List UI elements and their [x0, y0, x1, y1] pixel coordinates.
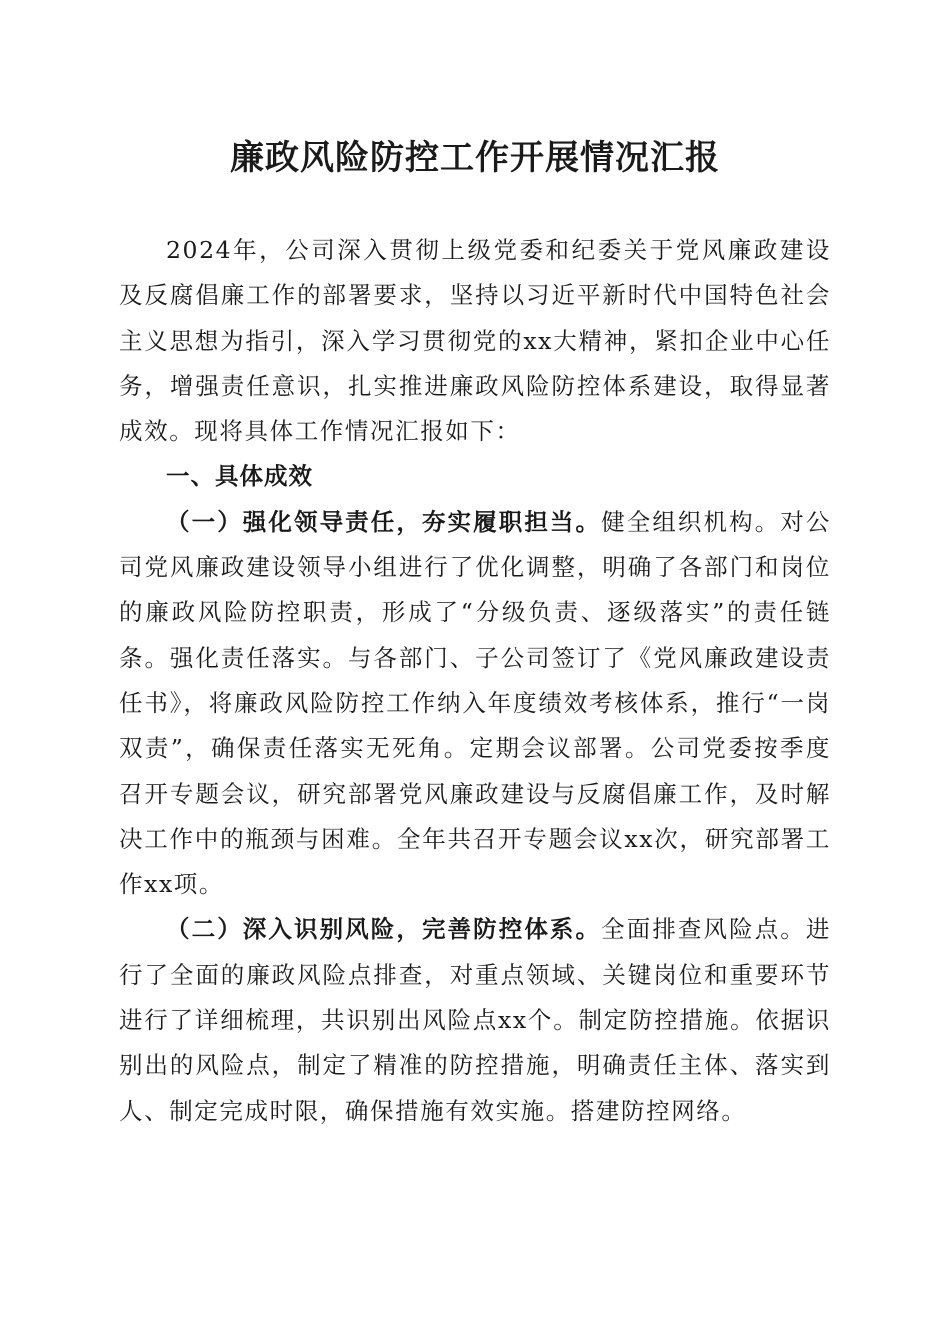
subsection-1-paragraph — [119, 500, 831, 908]
subsection-2-text: 全面排查风险点。进行了全面的廉政风险点排查，对重点领域、关键岗位和重要环节进行了详细梳理，共识别出风险点xx个。制定防控措施。依据识别出的风险点，制定了精准的防控措施，明确责任主体、落实到人、制定完成时限，确保措施有效实施。搭建防控网络。 — [119, 915, 831, 1125]
subsection-2-lead: （二）深入识别风险，完善防控体系。 — [166, 915, 602, 944]
section-heading-1: 一、具体成效 — [166, 462, 313, 491]
subsection-2-paragraph — [119, 907, 831, 1133]
document-title: 廉政风险防控工作开展情况汇报 — [230, 138, 720, 178]
subsection-1-lead: （一）强化领导责任，夯实履职担当。 — [166, 507, 602, 536]
subsection-1-text: 健全组织机构。对公司党风廉政建设领导小组进行了优化调整，明确了各部门和岗位的廉政风险防控职责，形成了“分级负责、逐级落实”的责任链条。强化责任落实。与各部门、子公司签订了《党风廉政建设责任书》，将廉政风险防控工作纳入年度绩效考核体系，推行“一岗双责”，确保责任落实无死角。定期会议部署。公司党委按季度召开专题会议，研究部署党风廉政建设与反腐倡廉工作，及时解决工作中的瓶颈与困难。全年共召开专题会议xx次，研究部署工作xx项。 — [119, 507, 831, 899]
document-body — [119, 228, 831, 1134]
intro-paragraph: 2024年，公司深入贯彻上级党委和纪委关于党风廉政建设及反腐倡廉工作的部署要求，坚持以习近平新时代中国特色社会主义思想为指引，深入学习贯彻党的xx大精神，紧扣企业中心任务，增强责任意识，扎实推进廉政风险防控体系建设，取得显著成效。现将具体工作情况汇报如下： — [119, 236, 831, 446]
